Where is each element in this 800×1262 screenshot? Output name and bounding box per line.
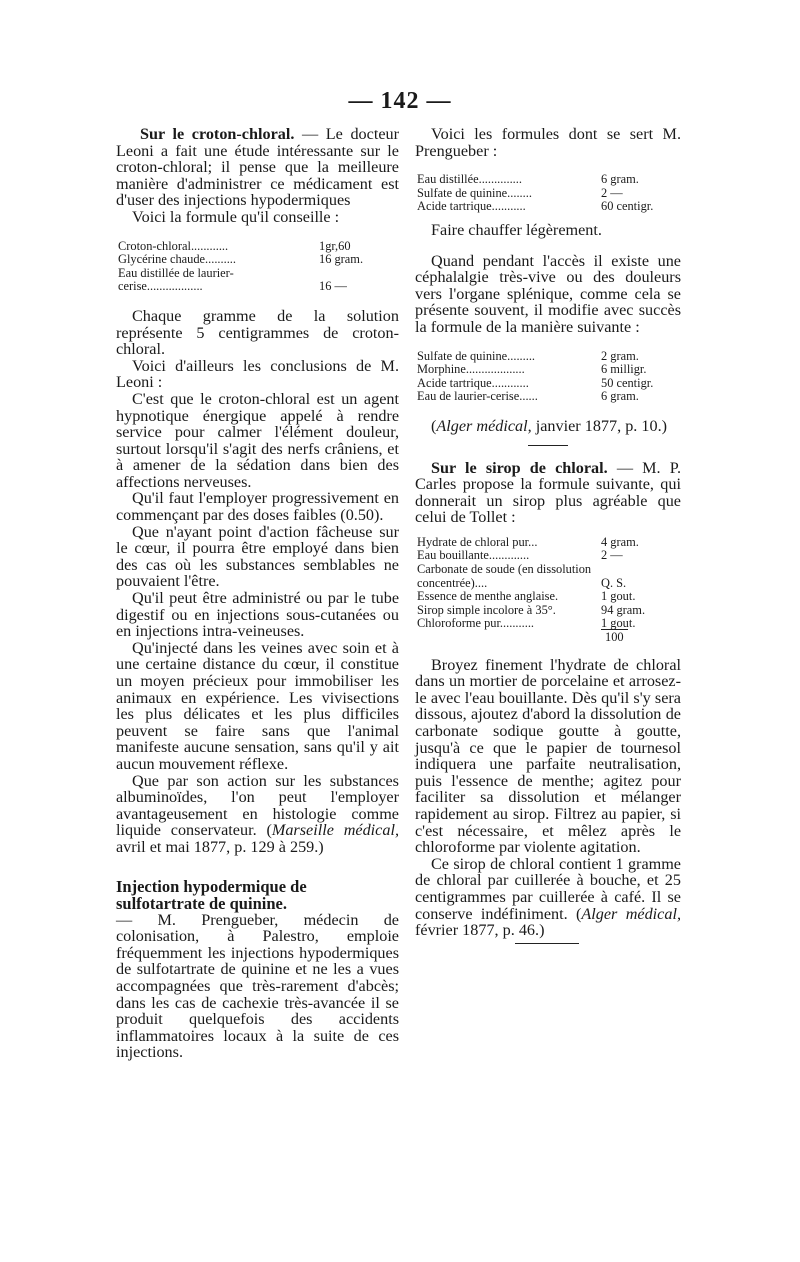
- right-column: [415, 126, 681, 944]
- quinine-heading: [116, 878, 399, 912]
- formula-row: Sulfate de quinine........ 2 —: [417, 185, 623, 200]
- croton-paragraph: Que par son action sur les substances albuminoïdes, l'on peut l'employer avantageusement en histologie comme liquide conservateur. (Marseille médical, avril et mai 1877, p. 129 à 259.): [116, 771, 399, 856]
- source-citation: Alger médical,: [436, 416, 532, 435]
- sirop-intro: Sur le sirop de chloral. — M. P. Carles propose la formule suivante, qui donnerait un sirop plus agréable que celui de Tollet :: [415, 458, 681, 527]
- end-divider: [515, 943, 579, 944]
- croton-paragraph: Qu'injecté dans les veines avec soin et à une certaine distance du cœur, il constitue un moyen précieux pour immobiliser les animaux en expérience. Les vivisections les plus délicates et les plus difficiles peuvent se faire sans que l'animal manifeste aucune sensation, sans qu'il y ait aucun mouvement réflexe.: [116, 638, 399, 773]
- sirop-paragraph: Broyez finement l'hydrate de chloral dans un mortier de porcelaine et arrosez-le avec l'eau bouillante. Dès qu'il s'y sera dissous, ajoutez d'abord la dissolution de carbonate sodique goutte à goutte, jusqu'à ce que le papier de tournesol indiquera une parfaite neutralisation, puis l'essence de menthe; agitez pour faciliter sa dissolution et mélanger rapidement au sirop. Filtrez au papier, si c'est nécessaire, et mêlez après le chloroforme par violente agitation.: [415, 655, 681, 857]
- croton-intro: Sur le croton-chloral. — Le docteur Leoni a fait une étude intéressante sur le croton-chloral; il pense que la meilleure manière d'administrer ce médicament est d'user des injections hypodermiques: [116, 125, 399, 210]
- sirop-paragraph: Ce sirop de chloral contient 1 gramme de chloral par cuillerée à bouche, et 25 centigrammes par cuillerée à café. Il se conserve indéfiniment. (Alger médical, février 1877, p. 46.): [415, 854, 681, 940]
- quinine-formula-1: [415, 173, 681, 214]
- sirop-title: Sur le sirop de chloral.: [431, 458, 608, 477]
- croton-paragraph: Qu'il peut être administré ou par le tube digestif ou en injections sous-cutanées ou en injections intra-veineuses.: [116, 589, 399, 641]
- formula-row: Morphine................... 6 milligr.: [417, 362, 647, 377]
- formula-row: Eau distillée.............. 6 gram.: [417, 172, 639, 187]
- formula-row: Eau bouillante............. 2 —: [417, 548, 623, 563]
- formula-row: Eau distillée de laurier-cerise.................. 16 —: [118, 265, 347, 294]
- source-citation: Alger médical,: [581, 904, 681, 923]
- left-column: [116, 126, 399, 1061]
- croton-paragraph: Voici d'ailleurs les conclusions de M. Leoni :: [116, 356, 399, 392]
- croton-paragraph: Qu'il faut l'employer progressivement en commençant par des doses faibles (0.50).: [116, 489, 399, 525]
- formula-row: Croton-chloral............ 1gr,60: [118, 238, 351, 253]
- formula-row: Acide tartrique........... 60 centigr.: [417, 199, 654, 214]
- quinine-source: (Alger médical, janvier 1877, p. 10.): [431, 416, 668, 435]
- source-citation: Marseille médical,: [271, 821, 399, 840]
- formula-total: 100: [601, 629, 628, 644]
- formula-row: Sulfate de quinine......... 2 gram.: [417, 348, 639, 363]
- formula-row: Essence de menthe anglaise. 1 gout.: [417, 589, 636, 604]
- croton-formula: [116, 240, 399, 294]
- quinine-intro: — M. Prengueber, médecin de colonisation, à Palestro, emploie fréquemment les injections hypodermiques de sulfotartrate de quinine et ne les a vues accompagnées que très-rarement d'abcès; dans les cas de cachexie très-avancée il se produit quelquefois des accidents inflammatoires locaux à la suite de ces injections.: [116, 910, 399, 1062]
- croton-title: Sur le croton-chloral.: [140, 125, 295, 143]
- quinine-formula-2: [415, 350, 681, 404]
- croton-lead: Voici la formule qu'il conseille :: [132, 207, 340, 226]
- formula-row: Acide tartrique............ 50 centigr.: [417, 375, 654, 390]
- page-number: — 142 —: [348, 88, 452, 114]
- formula-row: Sirop simple incolore à 35°. 94 gram.: [417, 602, 646, 617]
- croton-paragraph: Chaque gramme de la solution représente 5 centigrammes de croton-chloral.: [116, 306, 399, 359]
- quinine-paragraph: Quand pendant l'accès il existe une céphalalgie très-vive ou des douleurs vers l'organe splénique, comme cela se présente souvent, il modifie avec succès la formule de la manière suivante :: [415, 251, 681, 336]
- quinine-lead: Voici les formules dont se sert M. Prengueber :: [415, 125, 681, 160]
- quinine-title: Injection hypodermique de sulfotartrate de quinine.: [116, 876, 307, 913]
- croton-paragraph: Que n'ayant point d'action fâcheuse sur le cœur, il pourra être employé dans bien des cas où les substances semblables ne pouvaient l'être.: [116, 522, 399, 591]
- quinine-instruction: Faire chauffer légèrement.: [431, 220, 602, 239]
- formula-row: Chloroforme pur........... 1 gout.: [417, 616, 636, 631]
- section-divider: [528, 445, 568, 446]
- sirop-formula: [415, 536, 681, 645]
- formula-row: Carbonate de soude (en dissolution concentrée).... Q. S.: [417, 562, 627, 590]
- formula-total-row: [415, 631, 681, 645]
- formula-row: Eau de laurier-cerise...... 6 gram.: [417, 389, 639, 404]
- croton-paragraph: C'est que le croton-chloral est un agent hypnotique énergique appelé à rendre service pour calmer l'élément douleur, surtout lorsqu'il s'agit des nerfs crâniens, et à amener de la sédation dans bien des affections nerveuses.: [116, 389, 399, 491]
- formula-row: Glycérine chaude.......... 16 gram.: [118, 252, 364, 267]
- formula-row: Hydrate de chloral pur... 4 gram.: [417, 534, 639, 549]
